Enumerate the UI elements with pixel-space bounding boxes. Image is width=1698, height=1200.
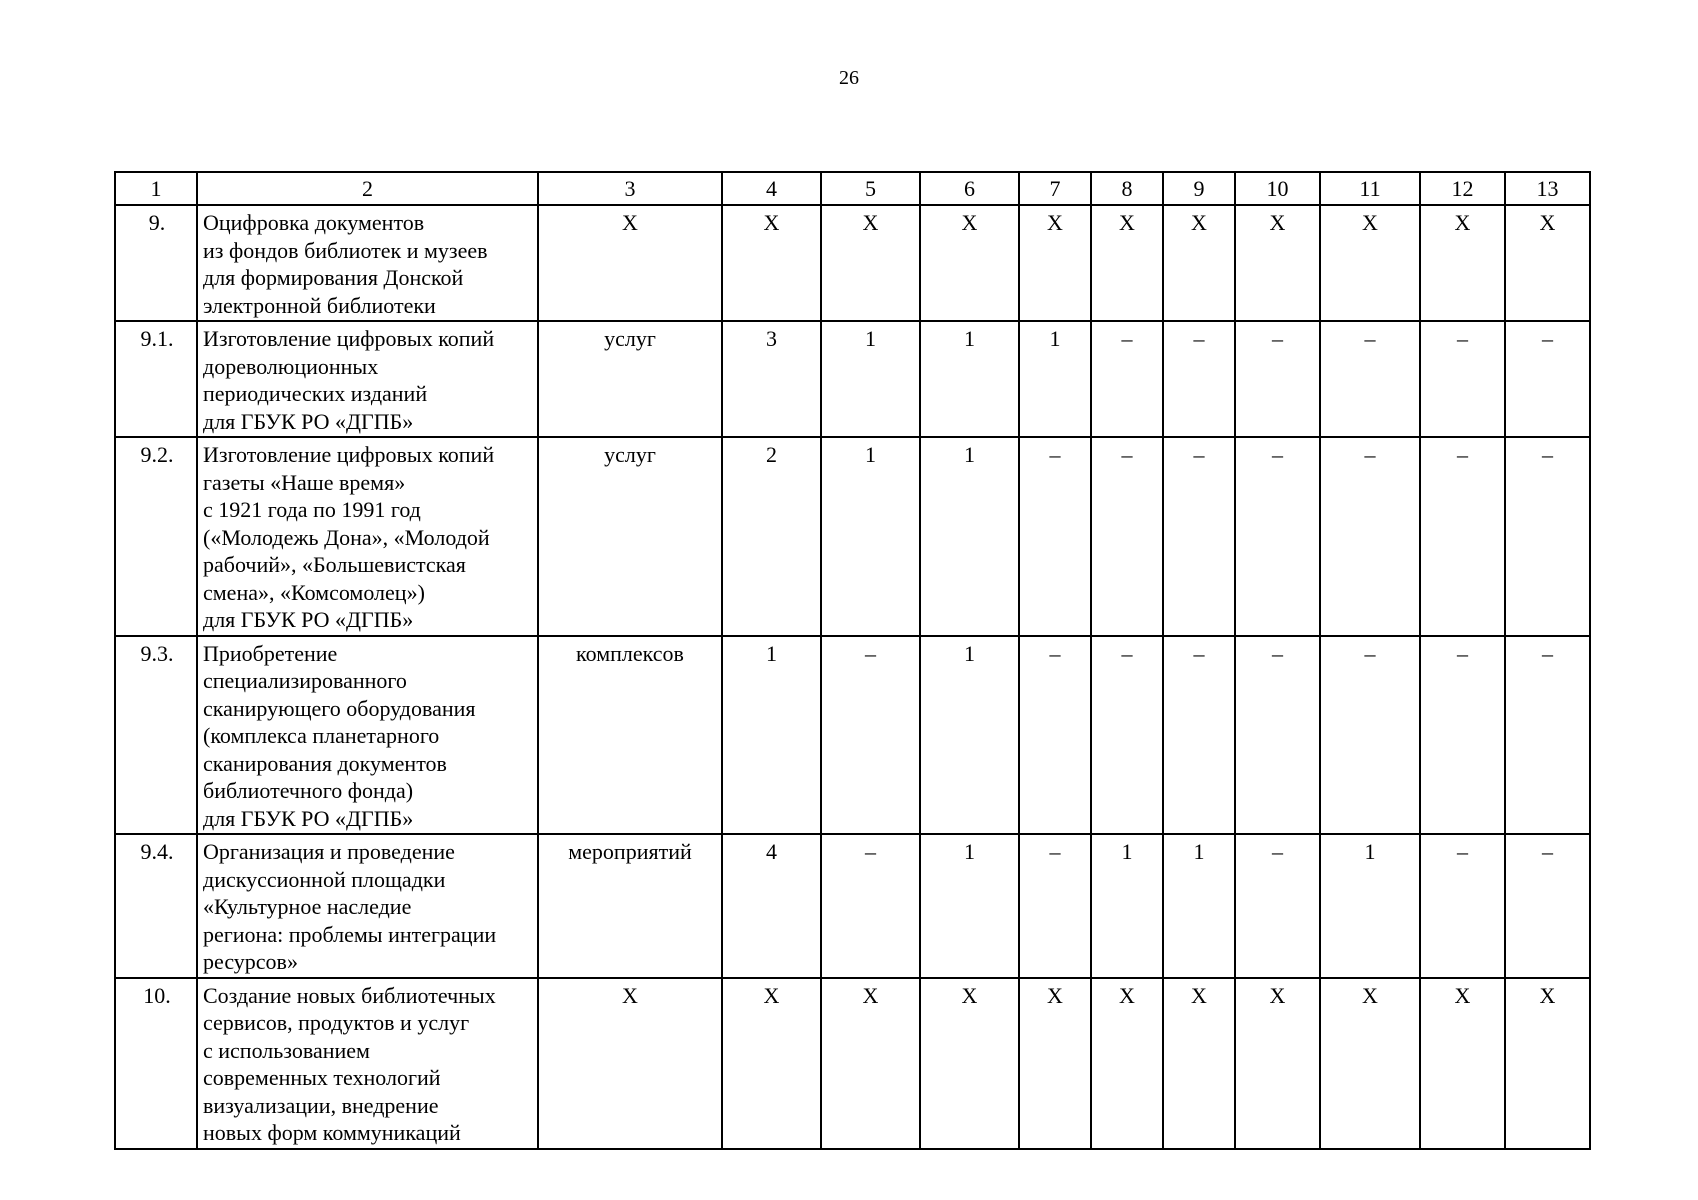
value-cell: 4 xyxy=(722,834,821,978)
header-cell: 7 xyxy=(1019,172,1091,205)
value-cell: 1 xyxy=(920,321,1019,437)
program-table xyxy=(114,171,1591,1150)
description-line: Изготовление цифровых копий xyxy=(203,326,495,351)
table-body xyxy=(115,172,1590,1149)
value-cell: X xyxy=(1163,205,1235,321)
value-cell: – xyxy=(1420,834,1505,978)
value-cell: X xyxy=(1091,978,1163,1149)
value-cell: – xyxy=(1163,321,1235,437)
description-line: для формирования Донской xyxy=(203,265,464,290)
description-line: дореволюционных xyxy=(203,353,379,379)
header-cell: 8 xyxy=(1091,172,1163,205)
row-description xyxy=(197,834,538,978)
row-unit: X xyxy=(538,205,722,321)
description-line: («Молодежь Дона», «Молодой xyxy=(203,524,490,550)
value-cell: X xyxy=(821,978,920,1149)
value-cell: – xyxy=(1235,437,1320,636)
description-line: для ГБУК РО «ДГПБ» xyxy=(203,805,414,831)
value-cell: – xyxy=(821,834,920,978)
row-number: 9.2. xyxy=(115,437,197,636)
description-line: газеты «Наше время» xyxy=(203,469,406,495)
value-cell: 2 xyxy=(722,437,821,636)
header-cell: 3 xyxy=(538,172,722,205)
row-unit: мероприятий xyxy=(538,834,722,978)
value-cell: – xyxy=(1505,636,1590,835)
row-number: 9.4. xyxy=(115,834,197,978)
header-cell: 1 xyxy=(115,172,197,205)
value-cell: X xyxy=(1235,205,1320,321)
value-cell: – xyxy=(1420,437,1505,636)
description-line: для ГБУК РО «ДГПБ» xyxy=(203,607,414,632)
value-cell: X xyxy=(920,978,1019,1149)
header-cell: 11 xyxy=(1320,172,1420,205)
value-cell: 1 xyxy=(1163,834,1235,978)
value-cell: – xyxy=(1019,437,1091,636)
description-line: библиотечного фонда) xyxy=(203,778,414,803)
row-description xyxy=(197,205,538,321)
row-unit: услуг xyxy=(538,437,722,636)
table-row xyxy=(115,205,1590,321)
table-row xyxy=(115,321,1590,437)
value-cell: X xyxy=(1505,205,1590,321)
value-cell: – xyxy=(1235,636,1320,835)
value-cell: X xyxy=(1505,978,1590,1149)
row-unit: комплексов xyxy=(538,636,722,835)
value-cell: – xyxy=(1019,834,1091,978)
value-cell: X xyxy=(1091,205,1163,321)
description-line: дискуссионной площадки xyxy=(203,866,446,892)
table-row xyxy=(115,834,1590,978)
description-line: Организация и проведение xyxy=(203,839,455,864)
description-line: периодических изданий xyxy=(203,381,428,406)
row-number: 9.3. xyxy=(115,636,197,835)
description-line: «Культурное наследие xyxy=(203,894,412,919)
description-line: из фондов библиотек и музеев xyxy=(203,237,488,263)
description-line: с 1921 года по 1991 год xyxy=(203,497,421,522)
header-cell: 9 xyxy=(1163,172,1235,205)
value-cell: – xyxy=(1235,321,1320,437)
value-cell: X xyxy=(1163,978,1235,1149)
value-cell: – xyxy=(1505,834,1590,978)
value-cell: X xyxy=(1420,205,1505,321)
value-cell: X xyxy=(1420,978,1505,1149)
page-number: 26 xyxy=(839,67,859,89)
value-cell: 1 xyxy=(821,321,920,437)
value-cell: – xyxy=(1320,636,1420,835)
value-cell: X xyxy=(722,205,821,321)
value-cell: – xyxy=(1091,437,1163,636)
row-number: 10. xyxy=(115,978,197,1149)
description-line: (комплекса планетарного xyxy=(203,723,440,748)
value-cell: – xyxy=(1320,437,1420,636)
row-description xyxy=(197,978,538,1149)
table-row xyxy=(115,636,1590,835)
description-line: современных технологий xyxy=(203,1065,441,1090)
value-cell: – xyxy=(1091,321,1163,437)
description-line: смена», «Комсомолец») xyxy=(203,579,425,605)
row-description xyxy=(197,437,538,636)
description-line: Создание новых библиотечных xyxy=(203,982,496,1008)
value-cell: – xyxy=(1235,834,1320,978)
value-cell: 1 xyxy=(821,437,920,636)
value-cell: X xyxy=(1019,978,1091,1149)
value-cell: X xyxy=(1235,978,1320,1149)
value-cell: 1 xyxy=(1320,834,1420,978)
description-line: сканирующего оборудования xyxy=(203,695,476,721)
header-cell: 13 xyxy=(1505,172,1590,205)
value-cell: 1 xyxy=(920,437,1019,636)
table-row xyxy=(115,978,1590,1149)
row-description xyxy=(197,636,538,835)
description-line: Приобретение xyxy=(203,640,338,666)
value-cell: 1 xyxy=(1019,321,1091,437)
value-cell: 1 xyxy=(1091,834,1163,978)
value-cell: X xyxy=(1019,205,1091,321)
value-cell: 3 xyxy=(722,321,821,437)
value-cell: 1 xyxy=(920,834,1019,978)
header-cell: 10 xyxy=(1235,172,1320,205)
row-description xyxy=(197,321,538,437)
value-cell: – xyxy=(1163,636,1235,835)
description-line: региона: проблемы интеграции xyxy=(203,921,497,947)
value-cell: X xyxy=(1320,978,1420,1149)
value-cell: X xyxy=(722,978,821,1149)
value-cell: 1 xyxy=(920,636,1019,835)
value-cell: X xyxy=(920,205,1019,321)
value-cell: X xyxy=(821,205,920,321)
value-cell: – xyxy=(821,636,920,835)
row-unit: X xyxy=(538,978,722,1149)
table-row xyxy=(115,437,1590,636)
value-cell: – xyxy=(1505,321,1590,437)
description-line: рабочий», «Большевистская xyxy=(203,552,466,577)
description-line: электронной библиотеки xyxy=(203,292,436,318)
description-line: визуализации, внедрение xyxy=(203,1092,439,1118)
description-line: с использованием xyxy=(203,1037,370,1063)
header-cell: 5 xyxy=(821,172,920,205)
description-line: для ГБУК РО «ДГПБ» xyxy=(203,408,414,434)
value-cell: – xyxy=(1505,437,1590,636)
description-line: специализированного xyxy=(203,668,407,693)
value-cell: 1 xyxy=(722,636,821,835)
value-cell: – xyxy=(1091,636,1163,835)
value-cell: – xyxy=(1320,321,1420,437)
header-cell: 2 xyxy=(197,172,538,205)
header-cell: 6 xyxy=(920,172,1019,205)
value-cell: – xyxy=(1019,636,1091,835)
row-unit: услуг xyxy=(538,321,722,437)
value-cell: X xyxy=(1320,205,1420,321)
row-number: 9. xyxy=(115,205,197,321)
value-cell: – xyxy=(1420,321,1505,437)
description-line: Изготовление цифровых копий xyxy=(203,442,495,467)
header-cell: 12 xyxy=(1420,172,1505,205)
header-row xyxy=(115,172,1590,205)
description-line: новых форм коммуникаций xyxy=(203,1120,461,1145)
value-cell: – xyxy=(1420,636,1505,835)
row-number: 9.1. xyxy=(115,321,197,437)
description-line: сервисов, продуктов и услуг xyxy=(203,1010,470,1035)
description-line: сканирования документов xyxy=(203,750,447,776)
description-line: ресурсов» xyxy=(203,949,298,974)
description-line: Оцифровка документов xyxy=(203,210,425,235)
value-cell: – xyxy=(1163,437,1235,636)
header-cell: 4 xyxy=(722,172,821,205)
